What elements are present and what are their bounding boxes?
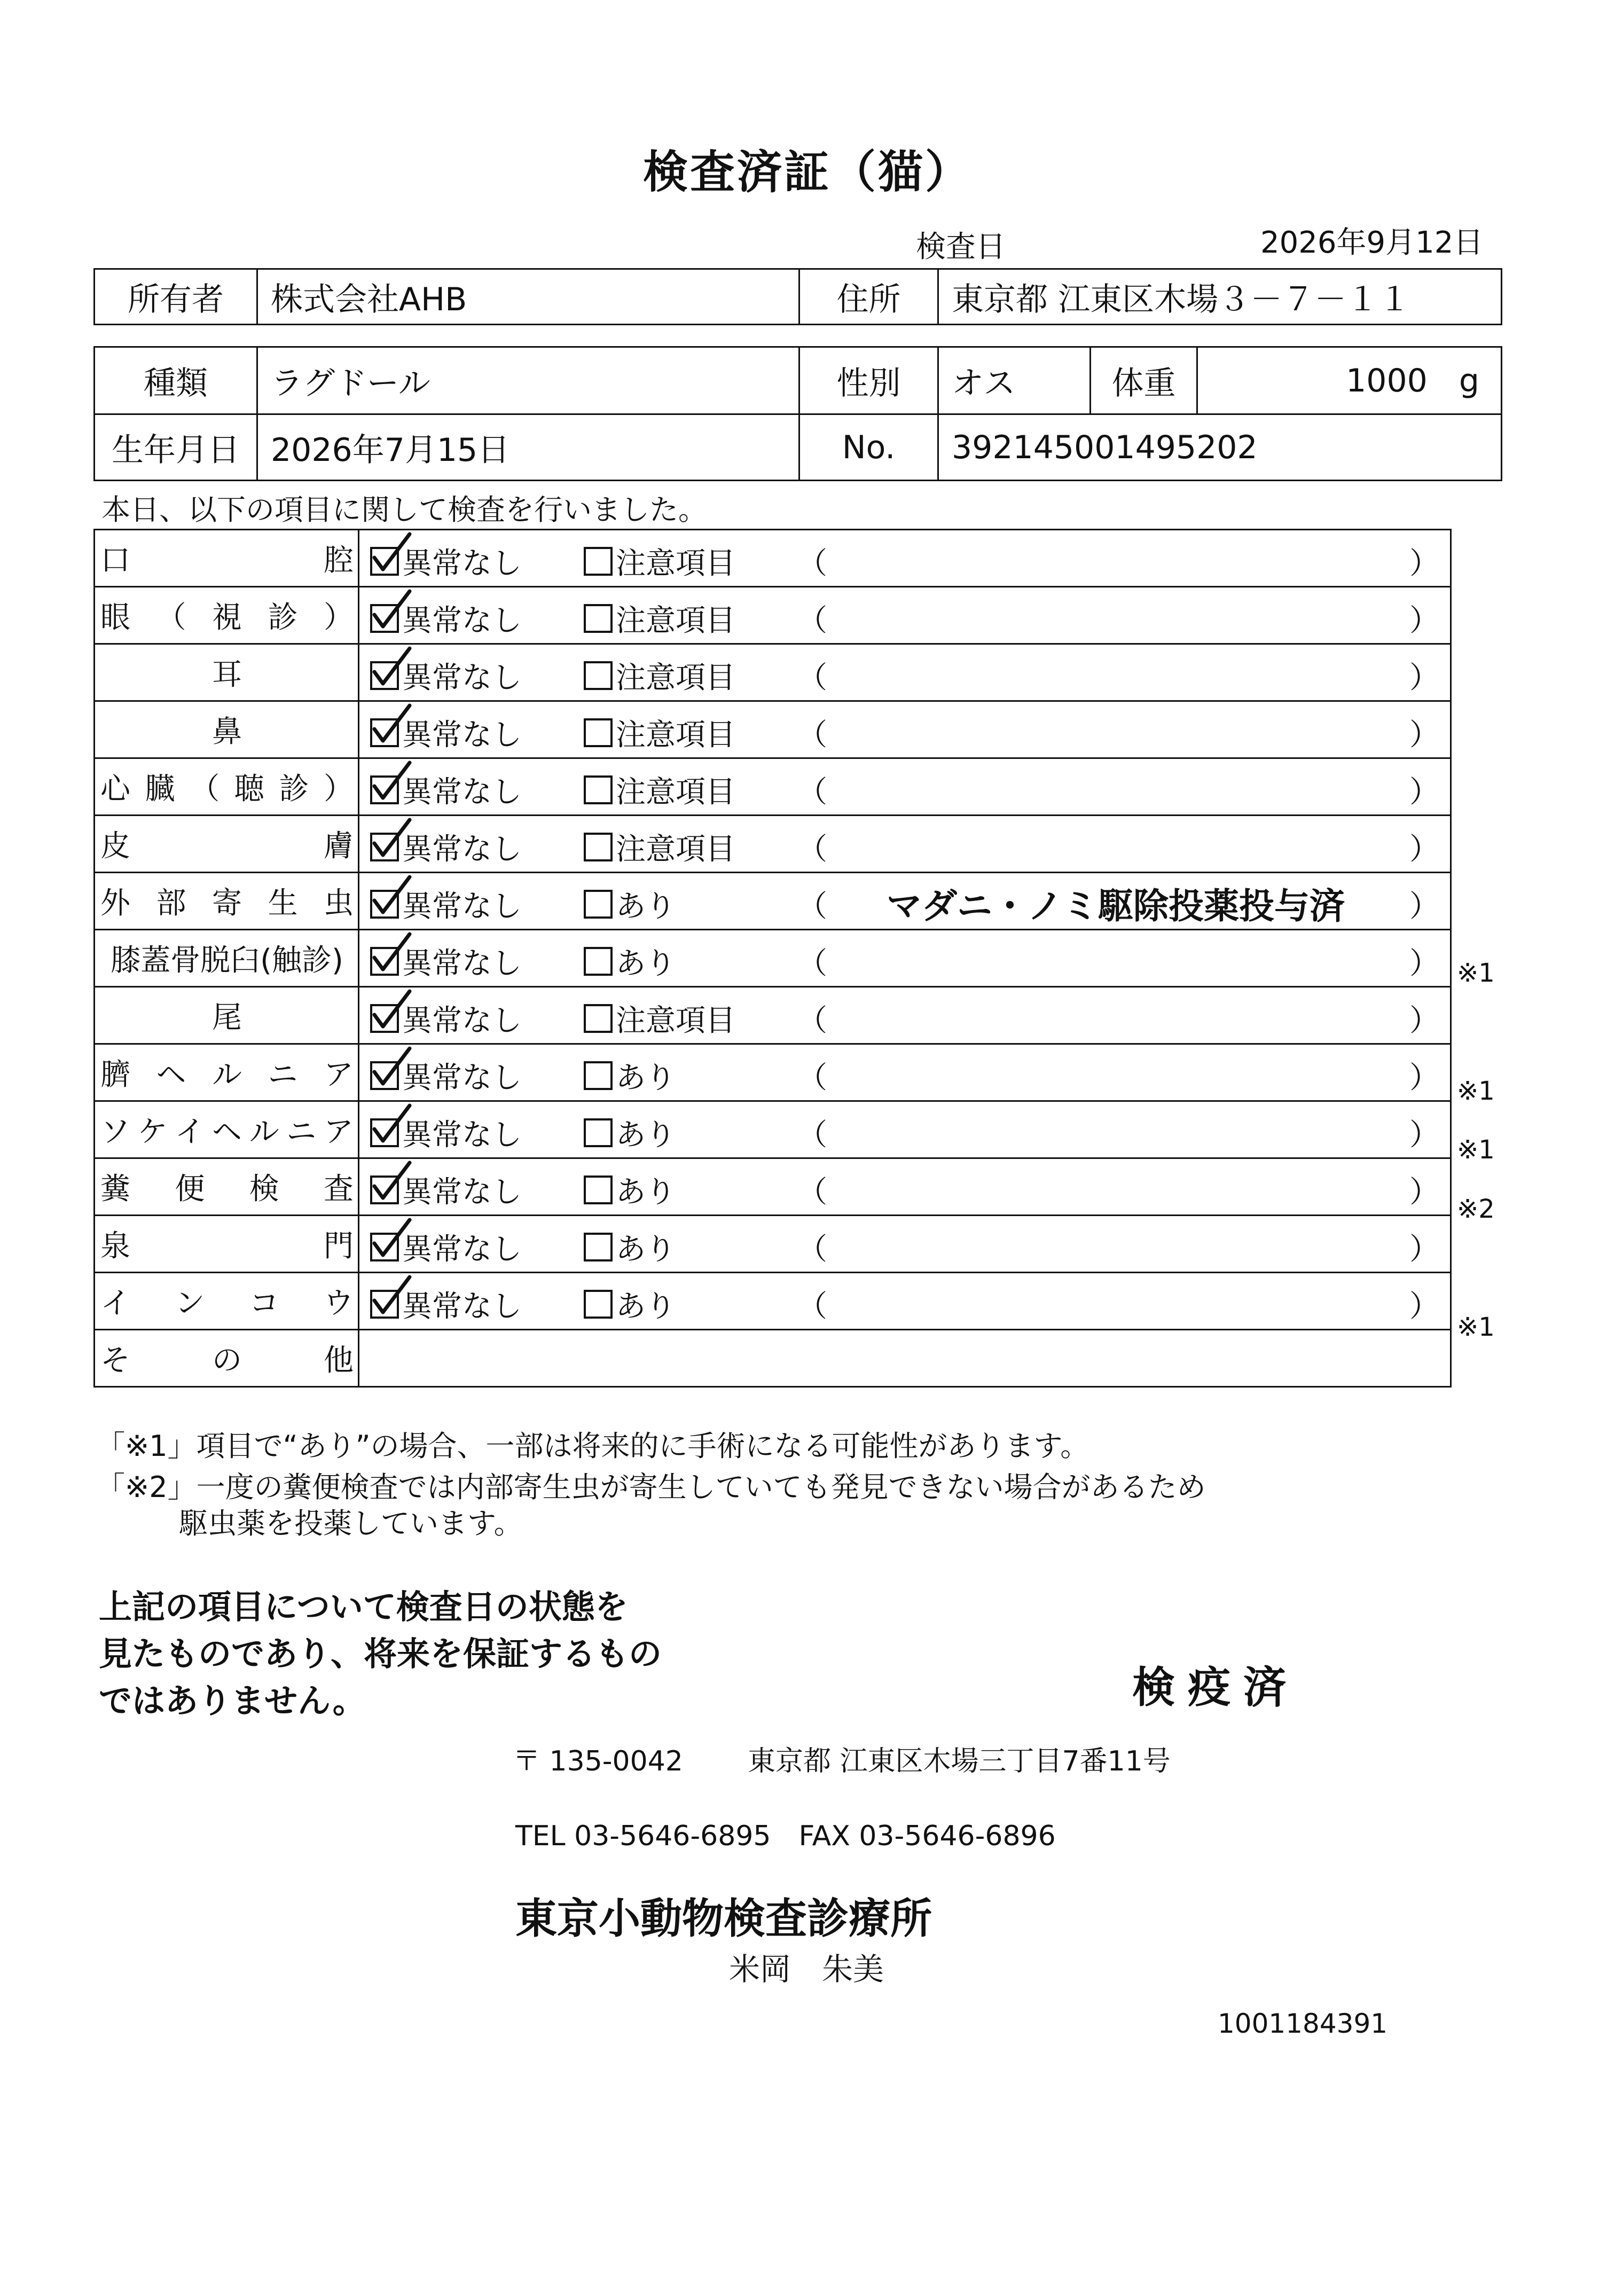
label-char: （	[156, 600, 186, 635]
label-char: イ	[175, 1115, 205, 1149]
label-char: 他	[324, 1343, 354, 1378]
row-options	[359, 1044, 1451, 1101]
label-char: ン	[175, 1286, 205, 1321]
right-paren: ）	[1409, 604, 1439, 638]
label-char: 鼻	[212, 715, 242, 749]
weight-value: 1000	[1346, 362, 1428, 399]
checkbox-checked[interactable]	[370, 833, 399, 861]
checkbox-checked[interactable]	[370, 547, 399, 576]
option-caution[interactable]	[584, 883, 676, 926]
row-label	[95, 1165, 358, 1208]
checkbox-unchecked[interactable]	[584, 890, 613, 919]
option-normal-label: 異常なし	[402, 946, 522, 981]
label-char: 眼	[100, 600, 130, 635]
option-caution[interactable]	[584, 540, 735, 583]
option-normal[interactable]	[370, 940, 522, 983]
table-row	[95, 644, 1451, 701]
right-paren: ）	[1409, 718, 1439, 753]
checkbox-checked[interactable]	[370, 1061, 399, 1090]
option-normal-label: 異常なし	[402, 604, 522, 638]
checkmark-icon	[370, 1274, 413, 1317]
footnote-2-line-1: 「※2」一度の糞便検査では内部寄生虫が寄生していても発見できない場合があるため	[96, 1470, 1206, 1504]
label-char: 部	[156, 886, 186, 921]
label-char: ウ	[323, 1286, 354, 1321]
row-label	[95, 1280, 358, 1322]
option-caution[interactable]	[584, 1054, 676, 1097]
row-options	[359, 530, 1451, 587]
checkbox-unchecked[interactable]	[584, 1004, 613, 1033]
option-normal-label: 異常なし	[402, 889, 522, 924]
label-char: そ	[100, 1343, 130, 1378]
right-paren: ）	[1409, 946, 1439, 981]
row-label-cell	[95, 701, 359, 758]
label-char: 皮	[100, 829, 130, 864]
row-label	[95, 880, 358, 922]
disclaimer-line: 上記の項目について検査日の状態を	[99, 1587, 628, 1626]
label-char: 心	[100, 772, 130, 806]
weight-cell	[1197, 347, 1502, 414]
table-row	[95, 1273, 1451, 1330]
label-char: 検	[249, 1172, 279, 1206]
intro-text: 本日、以下の項目に関して検査を行いました。	[101, 493, 707, 527]
checkbox-checked[interactable]	[370, 661, 399, 690]
table-row-other	[95, 1330, 1451, 1387]
checkbox-checked[interactable]	[370, 718, 399, 747]
row-options	[359, 1273, 1451, 1330]
table-row	[95, 530, 1451, 587]
label-char: 聴	[234, 772, 264, 806]
label-char: 泉	[100, 1229, 130, 1264]
label-char: ソ	[100, 1115, 130, 1149]
option-caution[interactable]	[584, 1111, 676, 1154]
row-label	[95, 1108, 358, 1151]
option-normal-label: 異常なし	[402, 1004, 522, 1038]
row-options	[359, 587, 1451, 644]
option-normal-label: 異常なし	[402, 1289, 522, 1324]
checkbox-unchecked[interactable]	[584, 661, 613, 690]
label-char: 視	[212, 600, 242, 635]
label-char: 腔	[324, 543, 354, 578]
label-char: 糞	[100, 1172, 130, 1206]
right-paren: ）	[1409, 1232, 1439, 1267]
option-caution[interactable]	[584, 940, 676, 983]
row-label-cell	[95, 644, 359, 701]
option-caution-label: 注意項目	[616, 1004, 735, 1038]
footnote-marker: ※1	[1457, 958, 1495, 988]
table-row	[95, 816, 1451, 873]
option-caution-label: 注意項目	[616, 718, 735, 753]
checkbox-unchecked[interactable]	[584, 547, 613, 576]
row-options	[359, 1101, 1451, 1158]
option-caution[interactable]	[584, 997, 735, 1040]
option-normal[interactable]	[370, 769, 522, 811]
clinic-name: 東京小動物検査診療所	[515, 1895, 932, 1943]
row-options	[359, 816, 1451, 873]
label-char: ル	[249, 1115, 279, 1149]
address-label: 住所	[799, 269, 938, 325]
row-label-cell	[95, 1158, 359, 1216]
checkbox-checked[interactable]	[370, 604, 399, 633]
option-normal[interactable]	[370, 1283, 522, 1326]
row-label	[95, 994, 358, 1037]
row-options	[359, 873, 1451, 930]
row-note: マダニ・ノミ駆除投薬投与済	[887, 886, 1345, 927]
option-normal-label: 異常なし	[402, 1118, 522, 1153]
label-char: 診	[279, 772, 309, 806]
option-caution[interactable]	[584, 826, 735, 868]
label-char: ア	[323, 1115, 354, 1149]
right-paren: ）	[1409, 1175, 1439, 1210]
label-char: ル	[212, 1057, 242, 1092]
row-options	[359, 758, 1451, 816]
option-caution[interactable]	[584, 654, 735, 697]
label-char: 外	[100, 886, 130, 921]
label-char: ヘ	[211, 1115, 242, 1149]
row-options	[359, 1158, 1451, 1216]
label-char: 尾	[212, 1000, 242, 1035]
option-normal-label: 異常なし	[402, 1061, 522, 1095]
footnote-marker: ※2	[1457, 1194, 1495, 1224]
label-char: 診	[268, 600, 298, 635]
label-char: コ	[249, 1286, 279, 1321]
left-paren: （	[797, 1118, 827, 1153]
label-char: ニ	[268, 1057, 298, 1092]
right-paren: ）	[1409, 889, 1439, 924]
option-caution[interactable]	[584, 597, 735, 640]
number-label: No.	[799, 414, 938, 481]
label-char: ）	[323, 772, 354, 806]
row-label	[95, 1051, 358, 1094]
row-label-cell	[95, 1101, 359, 1158]
label-char: 便	[175, 1172, 205, 1206]
right-paren: ）	[1409, 546, 1439, 581]
owner-table	[93, 268, 1502, 325]
address-value: 東京都 江東区木場３－７－１１	[938, 269, 1502, 325]
checkbox-unchecked[interactable]	[584, 1118, 613, 1147]
option-caution-label: あり	[616, 1232, 676, 1267]
birth-label: 生年月日	[95, 414, 257, 481]
right-paren: ）	[1409, 832, 1439, 867]
other-label	[95, 1337, 358, 1380]
label-char: 膝蓋骨脱臼(触診)	[111, 943, 343, 978]
disclaimer	[99, 1584, 662, 1725]
row-options	[359, 644, 1451, 701]
label-char: ニ	[286, 1115, 317, 1149]
right-paren: ）	[1409, 661, 1439, 695]
checkmark-icon	[370, 531, 413, 574]
checkbox-unchecked[interactable]	[584, 718, 613, 747]
option-normal[interactable]	[370, 654, 522, 697]
option-caution-label: あり	[616, 1118, 676, 1153]
row-label-cell	[95, 1216, 359, 1273]
table-row	[95, 873, 1451, 930]
breed-label: 種類	[95, 347, 257, 414]
option-caution[interactable]	[584, 1226, 676, 1268]
option-caution-label: あり	[616, 1061, 676, 1095]
label-char: 虫	[324, 886, 354, 921]
footnote-marker: ※1	[1457, 1135, 1495, 1165]
row-label-cell	[95, 930, 359, 987]
sex-value: オス	[938, 347, 1091, 414]
option-normal-label: 異常なし	[402, 1232, 522, 1267]
label-char: 門	[324, 1229, 354, 1264]
row-label	[95, 594, 358, 637]
document-number: 1001184391	[1218, 2008, 1388, 2039]
postal-code: 〒 135-0042	[513, 1745, 683, 1777]
label-char: イ	[100, 1286, 130, 1321]
row-label-cell	[95, 1273, 359, 1330]
row-label	[95, 708, 358, 751]
left-paren: （	[797, 718, 827, 753]
table-row	[95, 1101, 1451, 1158]
quarantine-stamp: 検疫済	[1132, 1663, 1299, 1712]
checkbox-checked[interactable]	[370, 775, 399, 804]
left-paren: （	[797, 546, 827, 581]
option-caution[interactable]	[584, 1283, 676, 1326]
checkbox-checked[interactable]	[370, 1176, 399, 1204]
left-paren: （	[797, 661, 827, 695]
inspection-date-label: 検査日	[916, 230, 1006, 264]
label-char: の	[212, 1343, 242, 1378]
footnote-marker: ※1	[1457, 1076, 1495, 1106]
option-caution[interactable]	[584, 1169, 676, 1211]
clinic-address: 東京都 江東区木場三丁目7番11号	[748, 1745, 1171, 1777]
left-paren: （	[797, 832, 827, 867]
row-options	[359, 987, 1451, 1044]
person-name: 米岡 朱美	[729, 1951, 884, 1987]
label-char: 臍	[100, 1057, 130, 1092]
label-char: ）	[324, 600, 354, 635]
checkbox-unchecked[interactable]	[584, 604, 613, 633]
disclaimer-line: 見たものであり、将来を保証するもの	[99, 1634, 662, 1673]
option-normal[interactable]	[370, 1111, 522, 1154]
label-char: ア	[324, 1057, 354, 1092]
footnote-1: 「※1」項目で“あり”の場合、一部は将来的に手術になる可能性があります。	[96, 1429, 1089, 1463]
left-paren: （	[797, 775, 827, 810]
animal-table	[93, 346, 1502, 481]
table-row	[95, 987, 1451, 1044]
label-char: （	[190, 772, 220, 806]
weight-label: 体重	[1091, 347, 1197, 414]
row-label	[95, 822, 358, 865]
table-row	[95, 701, 1451, 758]
checkbox-unchecked[interactable]	[584, 947, 613, 976]
right-paren: ）	[1409, 1118, 1439, 1153]
right-paren: ）	[1409, 1289, 1439, 1324]
checkmark-icon	[370, 874, 413, 916]
option-normal[interactable]	[370, 1169, 522, 1211]
label-char: 口	[100, 543, 130, 578]
checkbox-checked[interactable]	[370, 1290, 399, 1319]
label-char: ケ	[137, 1115, 168, 1149]
label-char: 耳	[212, 657, 242, 692]
checkmark-icon	[370, 1217, 413, 1259]
checkbox-checked[interactable]	[370, 1118, 399, 1147]
option-normal-label: 異常なし	[402, 661, 522, 695]
option-normal[interactable]	[370, 1226, 522, 1268]
checkbox-unchecked[interactable]	[584, 833, 613, 861]
table-row	[95, 1216, 1451, 1273]
document-title: 検査済証（猫）	[642, 146, 972, 198]
right-paren: ）	[1409, 1061, 1439, 1095]
label-char: 生	[268, 886, 298, 921]
left-paren: （	[797, 889, 827, 924]
row-options	[359, 930, 1451, 987]
row-options	[359, 1216, 1451, 1273]
checkmark-icon	[370, 702, 413, 745]
option-caution-label: 注意項目	[616, 546, 735, 581]
row-label-cell	[95, 758, 359, 816]
option-normal[interactable]	[370, 597, 522, 640]
checkmark-icon	[370, 588, 413, 631]
left-paren: （	[797, 1232, 827, 1267]
owner-label: 所有者	[95, 269, 257, 325]
breed-value: ラグドール	[257, 347, 799, 414]
option-caution-label: 注意項目	[616, 661, 735, 695]
row-label-cell	[95, 1044, 359, 1101]
option-caution-label: 注意項目	[616, 832, 735, 867]
row-label-cell	[95, 587, 359, 644]
left-paren: （	[797, 1004, 827, 1038]
row-label-cell	[95, 873, 359, 930]
checkmark-icon	[370, 931, 413, 974]
option-caution-label: 注意項目	[616, 604, 735, 638]
disclaimer-line: ではありません。	[99, 1681, 366, 1720]
footnote-2-line-2: 駆虫薬を投薬しています。	[179, 1507, 523, 1540]
option-normal-label: 異常なし	[402, 832, 522, 867]
row-options	[359, 701, 1451, 758]
option-normal[interactable]	[370, 883, 522, 926]
table-row	[95, 1044, 1451, 1101]
right-paren: ）	[1409, 1004, 1439, 1038]
checkmark-icon	[370, 817, 413, 859]
option-caution[interactable]	[584, 769, 735, 811]
sex-label: 性別	[799, 347, 938, 414]
label-char: ヘ	[156, 1057, 186, 1092]
checkbox-unchecked[interactable]	[584, 775, 613, 804]
other-value	[359, 1330, 1451, 1387]
row-label-cell	[95, 987, 359, 1044]
row-label	[95, 651, 358, 694]
right-paren: ）	[1409, 775, 1439, 810]
table-row	[95, 587, 1451, 644]
row-label	[95, 765, 358, 808]
option-caution[interactable]	[584, 711, 735, 754]
option-caution-label: 注意項目	[616, 775, 735, 810]
option-normal-label: 異常なし	[402, 546, 522, 581]
label-char: 寄	[212, 886, 242, 921]
row-label-cell	[95, 816, 359, 873]
number-value: 392145001495202	[938, 414, 1502, 481]
row-label-cell	[95, 530, 359, 587]
left-paren: （	[797, 1061, 827, 1095]
row-label	[95, 537, 358, 579]
left-paren: （	[797, 604, 827, 638]
table-row	[95, 758, 1451, 816]
inspection-table	[93, 529, 1452, 1388]
inspection-date: 2026年9月12日	[1260, 225, 1484, 260]
option-caution-label: あり	[616, 946, 676, 981]
checkbox-unchecked[interactable]	[584, 1290, 613, 1319]
option-normal[interactable]	[370, 826, 522, 868]
table-row	[95, 1158, 1451, 1216]
checkbox-unchecked[interactable]	[584, 1176, 613, 1204]
weight-unit: g	[1459, 362, 1479, 399]
label-char: 査	[323, 1172, 354, 1206]
option-normal[interactable]	[370, 711, 522, 754]
birth-value: 2026年7月15日	[257, 414, 799, 481]
option-caution-label: あり	[616, 1175, 676, 1210]
checkbox-checked[interactable]	[370, 890, 399, 919]
footnote-marker: ※1	[1457, 1312, 1495, 1342]
row-label	[95, 1223, 358, 1265]
option-normal-label: 異常なし	[402, 718, 522, 753]
left-paren: （	[797, 1289, 827, 1324]
label-char: 臓	[145, 772, 175, 806]
checkmark-icon	[370, 1045, 413, 1088]
option-normal-label: 異常なし	[402, 1175, 522, 1210]
checkmark-icon	[370, 1159, 413, 1202]
row-label	[95, 937, 358, 979]
left-paren: （	[797, 1175, 827, 1210]
checkmark-icon	[370, 1102, 413, 1145]
checkmark-icon	[370, 988, 413, 1031]
table-row	[95, 930, 1451, 987]
option-normal[interactable]	[370, 1054, 522, 1097]
checkbox-unchecked[interactable]	[584, 1061, 613, 1090]
checkbox-unchecked[interactable]	[584, 1233, 613, 1261]
label-char: 膚	[324, 829, 354, 864]
option-caution-label: あり	[616, 1289, 676, 1324]
owner-value: 株式会社AHB	[257, 269, 799, 325]
checkbox-checked[interactable]	[370, 1233, 399, 1261]
checkbox-checked[interactable]	[370, 1004, 399, 1033]
checkmark-icon	[370, 645, 413, 688]
checkmark-icon	[370, 759, 413, 802]
clinic-phone: TEL 03-5646-6895 FAX 03-5646-6896	[515, 1820, 1056, 1852]
other-label-cell	[95, 1330, 359, 1387]
option-normal[interactable]	[370, 997, 522, 1040]
left-paren: （	[797, 946, 827, 981]
option-caution-label: あり	[616, 889, 676, 924]
option-normal[interactable]	[370, 540, 522, 583]
option-normal-label: 異常なし	[402, 775, 522, 810]
checkbox-checked[interactable]	[370, 947, 399, 976]
